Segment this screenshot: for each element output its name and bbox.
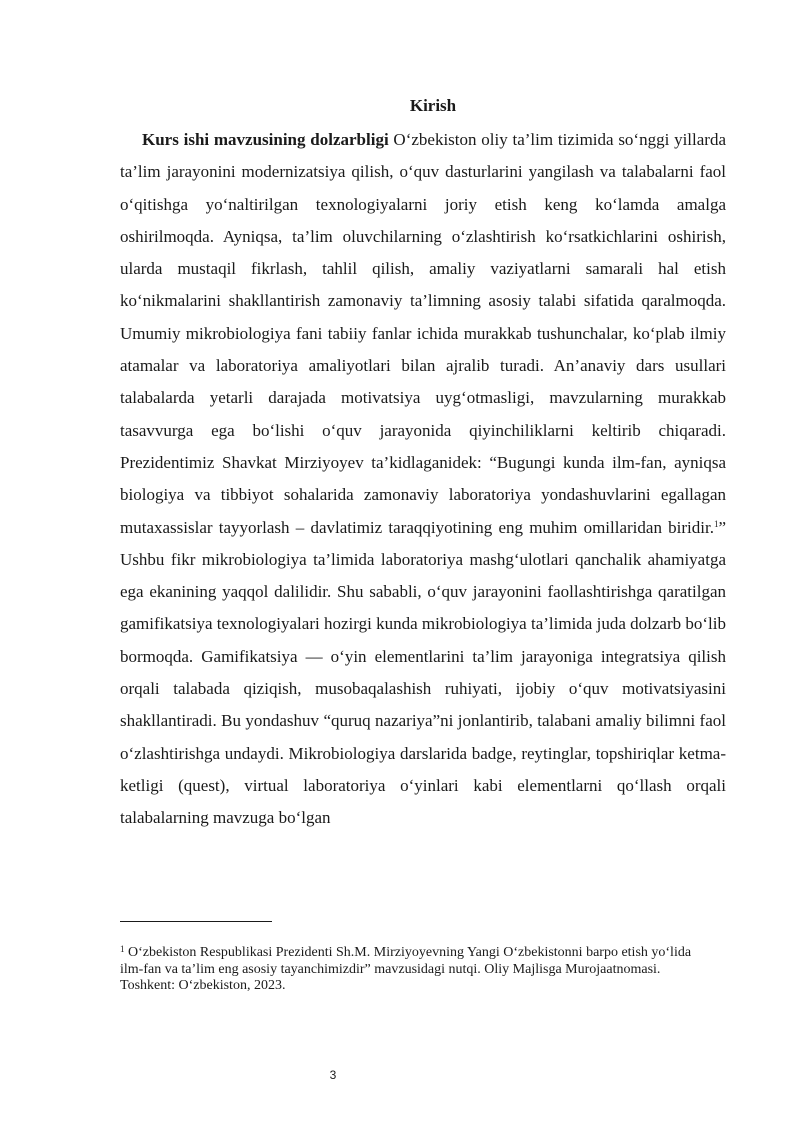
footnote-text: O‘zbekiston Respublikasi Prezidenti Sh.M. Mirziyoyevning Yangi O‘zbekistonni barpo etish yo‘lida ilm-fan va ta’lim eng asosiy tayanchimizdir” mavzusidagi nutqi. Oliy Majlisga Murojaatnomasi. Toshkent: O‘zbekiston, 2023. xyxy=(120,945,692,993)
body-text-part1: O‘zbekiston oliy ta’lim tizimida so‘nggi yillarda ta’lim jarayonini modernizatsiya qilish, o‘quv dasturlarini yangilash va talabalarni faol o‘qitishga yo‘naltirilgan texnologiyalarni joriy etish keng ko‘lamda amalga oshirilmoqda. Ayniqsa, ta’lim oluvchilarning o‘zlashtirish ko‘rsatkichlarini oshirish, ularda mustaqil fikrlash, tahlil qilish, amaliy vaziyatlarni samarali hal etish ko‘nikmalarini shakllantirish zamonaviy ta’limning asosiy talabi sifatida qaralmoqda. Umumiy mikrobiologiya fani tabiiy fanlar ichida murakkab tushunchalar, ko‘plab ilmiy atamalar va laboratoriya amaliyotlari bilan ajralib turadi. An’anaviy dars usullari talabalarda yetarli darajada motivatsiya uyg‘otmasligi, mavzularning murakkab tasavvurga ega bo‘lishi o‘quv jarayonida qiyinchiliklarni keltirib chiqaradi. Prezidentimiz Shavkat Mirziyoyev ta’kidlaganidek: “Bugungi kunda ilm-fan, ayniqsa biologiya va tibbiyot sohalarida zamonaviy laboratoriya yondashuvlarini egallagan mutaxassislar tayyorlash – davlatimiz taraqqiyotining eng muhim omillaridan biridir. xyxy=(120,130,726,537)
footnote-reference[interactable]: 1 xyxy=(713,518,719,529)
footnote-separator xyxy=(120,921,272,922)
body-text-part2: ” Ushbu fikr mikrobiologiya ta’limida laboratoriya mashg‘ulotlari qanchalik ahamiyatga ega ekanining yaqqol dalilidir. Shu sababli, o‘quv jarayonini faollashtirishga qaratilgan gamifikatsiya texnologiyalari hozirgi kunda mikrobiologiya ta’limida juda dolzarb bo‘lib bormoqda. Gamifikatsiya — o‘yin elementlarini ta’lim jarayoniga integratsiya qilish orqali talabada qiziqish, musobaqalashish ruhiyati, ijobiy o‘quv motivatsiyasini shakllantiradi. Bu yondashuv “quruq nazariya”ni jonlantirib, talabani amaliy bilimni faol o‘zlashtirishga undaydi. Mikrobiologiya darslarida badge, reytinglar, topshiriqlar ketma-ketligi (quest), virtual laboratoriya o‘yinlari kabi elementlarni qo‘llash orqali talabalarning mavzuga bo‘lgan xyxy=(120,517,726,828)
section-heading: Kirish xyxy=(409,96,457,115)
body-paragraph xyxy=(120,124,726,835)
footnote xyxy=(120,945,700,995)
page-number: 3 xyxy=(329,1068,337,1082)
footnote-number: 1 xyxy=(120,944,125,954)
lead-phrase: Kurs ishi mavzusining dolzarbligi xyxy=(142,130,389,149)
